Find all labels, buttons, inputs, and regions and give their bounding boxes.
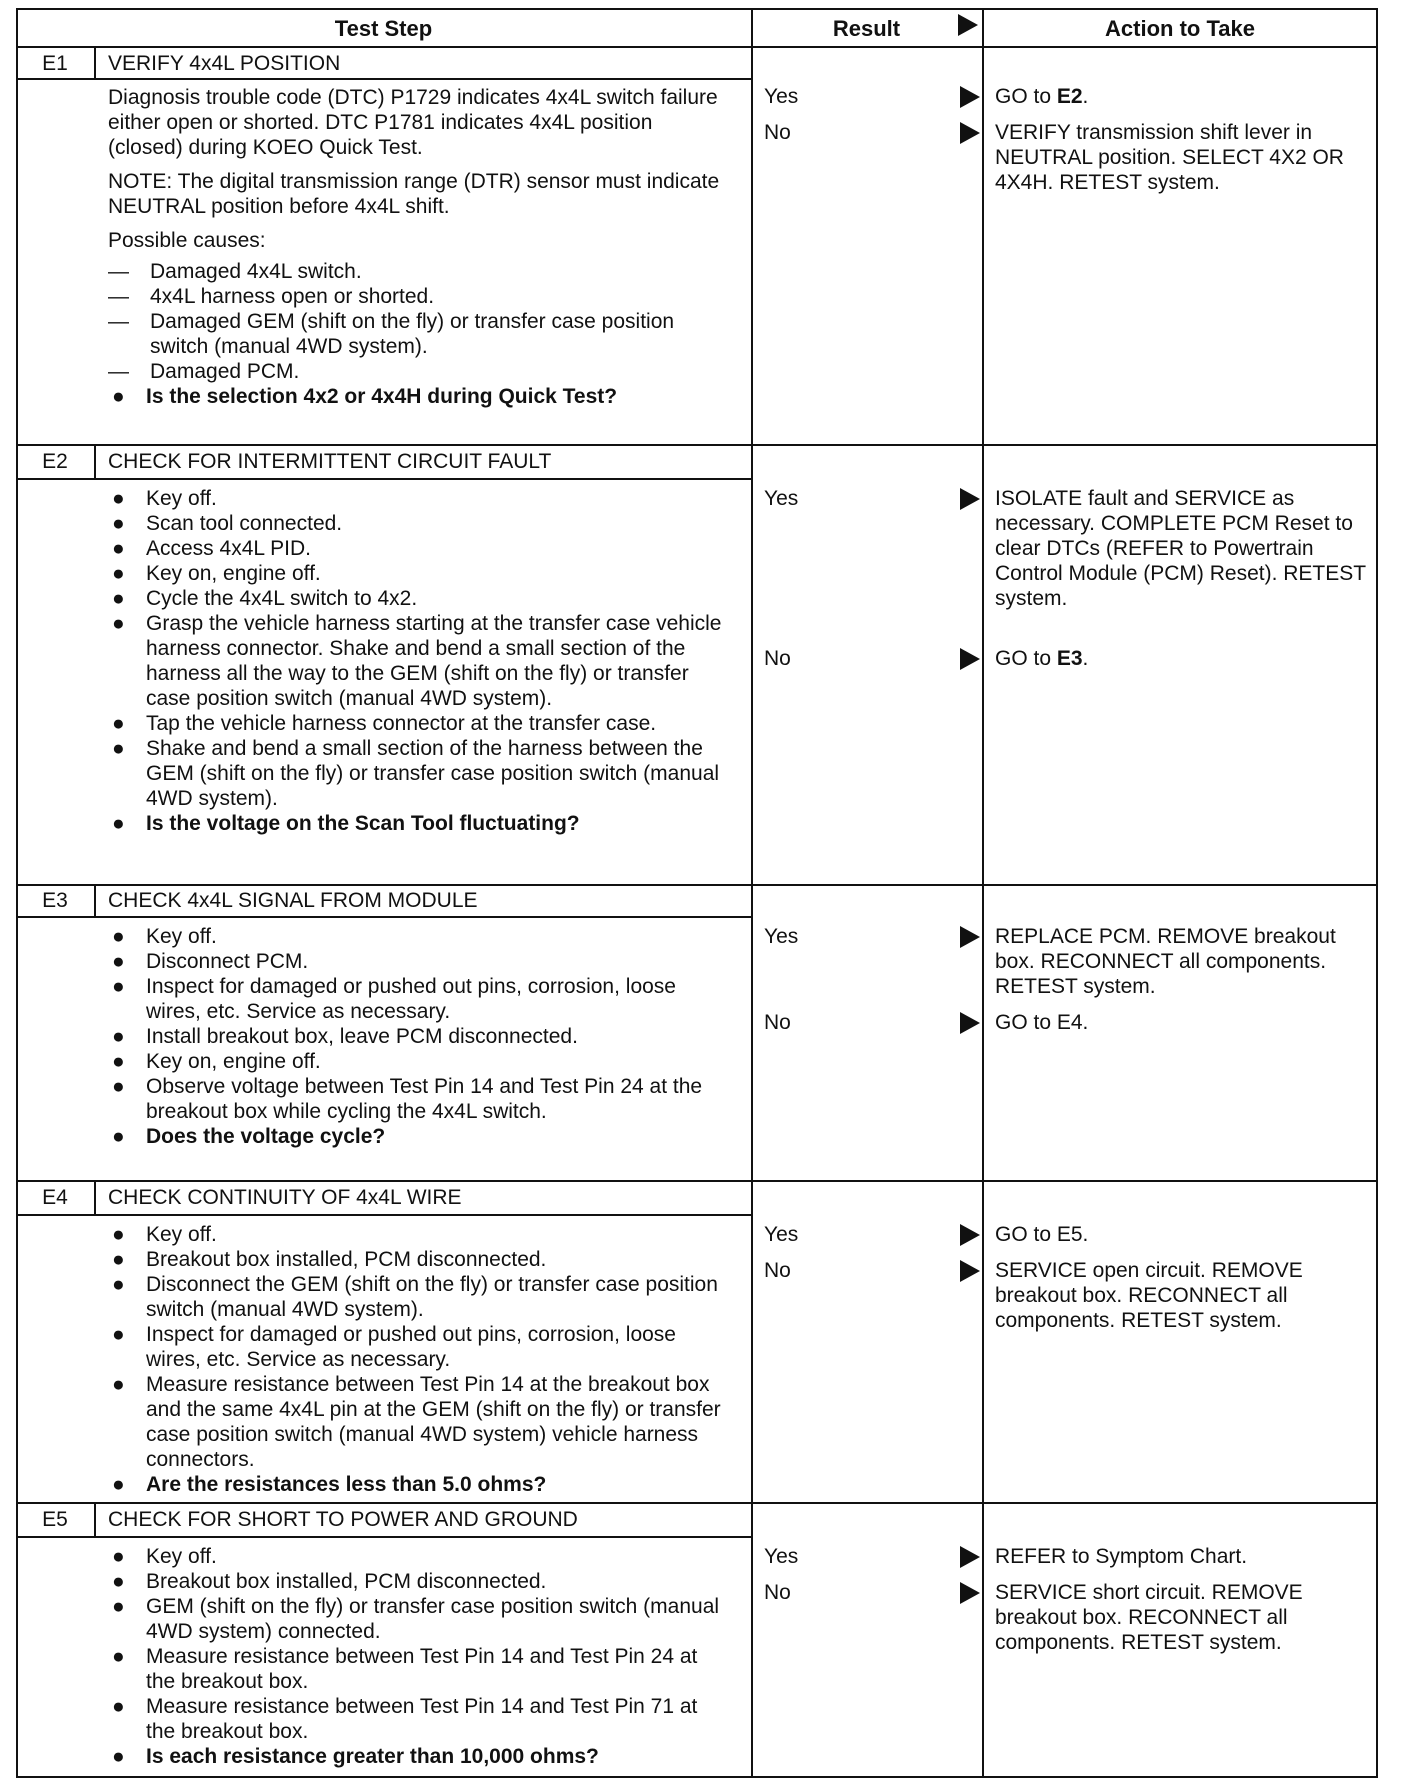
header-result: Result bbox=[832, 15, 901, 41]
result-no: No bbox=[764, 1580, 984, 1605]
question-item: ● Does the voltage cycle? bbox=[108, 1124, 728, 1149]
note: NOTE: The digital transmission range (DTR) sensor must indicate NEUTRAL position before 4x4L shift. bbox=[108, 170, 720, 218]
action-yes: REFER to Symptom Chart. bbox=[995, 1545, 1248, 1568]
bullet-icon: ● bbox=[112, 1248, 125, 1271]
result-no: No bbox=[764, 1010, 984, 1035]
bullet-item: ● Shake and bend a small section of the harness between the GEM (shift on the fly) or transfer case position switch (manual 4WD system). bbox=[108, 736, 728, 811]
header-action: Action to Take bbox=[1105, 15, 1255, 41]
bullet-icon: ● bbox=[112, 1323, 125, 1346]
result-yes: Yes bbox=[764, 1544, 984, 1569]
bullet-item: ● Scan tool connected. bbox=[108, 511, 728, 536]
title-rule bbox=[16, 78, 751, 80]
result-yes: Yes bbox=[764, 84, 984, 109]
cause-item: — Damaged GEM (shift on the fly) or transfer case position switch (manual 4WD system). bbox=[108, 310, 675, 358]
result-arrow-icon bbox=[960, 1260, 980, 1282]
title-rule bbox=[16, 1214, 751, 1216]
step-body bbox=[108, 486, 728, 836]
bullet-icon: ● bbox=[112, 1075, 125, 1098]
action-yes: REPLACE PCM. REMOVE breakout box. RECONNECT all components. RETEST system. bbox=[995, 925, 1336, 998]
title-rule bbox=[16, 916, 751, 918]
bullet-item: ● Key on, engine off. bbox=[108, 561, 728, 586]
bullet-icon: ● bbox=[112, 1373, 125, 1396]
step-id: E5 bbox=[42, 1508, 68, 1531]
bullet-item: ● Inspect for damaged or pushed out pins, corrosion, loose wires, etc. Service as necessary. bbox=[108, 1322, 728, 1372]
bullet-icon: ● bbox=[112, 1050, 125, 1073]
bullet-icon: ● bbox=[112, 385, 125, 408]
step-id: E3 bbox=[42, 889, 68, 912]
bullet-item: ● Disconnect the GEM (shift on the fly) or transfer case position switch (manual 4WD system). bbox=[108, 1272, 728, 1322]
action-no: GO to E4. bbox=[995, 1011, 1089, 1034]
bullet-icon: ● bbox=[112, 1223, 125, 1246]
bullet-item: ● GEM (shift on the fly) or transfer case position switch (manual 4WD system) connected. bbox=[108, 1594, 728, 1644]
action-no: SERVICE short circuit. REMOVE breakout box. RECONNECT all components. RETEST system. bbox=[995, 1581, 1303, 1654]
action-no: VERIFY transmission shift lever in NEUTRAL position. SELECT 4X2 OR 4X4H. RETEST system. bbox=[995, 121, 1344, 194]
step-title: CHECK 4x4L SIGNAL FROM MODULE bbox=[108, 889, 478, 912]
bullet-item: ● Grasp the vehicle harness starting at the transfer case vehicle harness connector. Shake and bend a small section of the harness all the way to the GEM (shift on the fly) or transfer case position switch (manual 4WD system). bbox=[108, 611, 728, 711]
dash-icon: — bbox=[108, 360, 129, 383]
bullet-icon: ● bbox=[112, 512, 125, 535]
table-bottom-border bbox=[16, 1776, 1378, 1778]
action-no: GO to E3. bbox=[995, 647, 1089, 670]
step-id: E1 bbox=[42, 52, 68, 75]
bullet-item: ● Key off. bbox=[108, 1544, 728, 1569]
result-arrow-icon bbox=[960, 488, 980, 510]
bullet-icon: ● bbox=[112, 712, 125, 735]
bullet-item: ● Measure resistance between Test Pin 14 and Test Pin 24 at the breakout box. bbox=[108, 1644, 728, 1694]
bullet-icon: ● bbox=[112, 1273, 125, 1296]
result-arrow-icon bbox=[960, 1546, 980, 1568]
bullet-item: ● Measure resistance between Test Pin 14 and Test Pin 71 at the breakout box. bbox=[108, 1694, 728, 1744]
result-yes: Yes bbox=[764, 1222, 984, 1247]
bullet-item: ● Cycle the 4x4L switch to 4x2. bbox=[108, 586, 728, 611]
step-id: E4 bbox=[42, 1186, 68, 1209]
bullet-item: ● Key on, engine off. bbox=[108, 1049, 728, 1074]
question-item: ● Are the resistances less than 5.0 ohms? bbox=[108, 1472, 728, 1497]
result-arrow-icon bbox=[960, 648, 980, 670]
bullet-item: ● Install breakout box, leave PCM disconnected. bbox=[108, 1024, 728, 1049]
dash-icon: — bbox=[108, 260, 129, 283]
action-yes: ISOLATE fault and SERVICE as necessary. COMPLETE PCM Reset to clear DTCs (REFER to Powertrain Control Module (PCM) Reset). RETEST system. bbox=[995, 487, 1366, 610]
result-no: No bbox=[764, 120, 984, 145]
cause-item: — 4x4L harness open or shorted. bbox=[108, 285, 435, 308]
bullet-icon: ● bbox=[112, 1645, 125, 1668]
step-body bbox=[108, 1544, 728, 1769]
step-title: CHECK CONTINUITY OF 4x4L WIRE bbox=[108, 1186, 462, 1209]
title-rule bbox=[16, 1536, 751, 1538]
action-yes: GO to E2. bbox=[995, 85, 1089, 108]
bullet-icon: ● bbox=[112, 612, 125, 635]
action-no: SERVICE open circuit. REMOVE breakout box. RECONNECT all components. RETEST system. bbox=[995, 1259, 1303, 1332]
bullet-icon: ● bbox=[112, 1695, 125, 1718]
id-separator bbox=[94, 1180, 96, 1214]
id-separator bbox=[94, 1502, 96, 1536]
question-item: ● Is the selection 4x2 or 4x4H during Quick Test? bbox=[108, 384, 728, 409]
id-separator bbox=[94, 444, 96, 478]
bullet-icon: ● bbox=[112, 537, 125, 560]
bullet-item: ● Key off. bbox=[108, 486, 728, 511]
bullet-icon: ● bbox=[112, 737, 125, 760]
cause-item: — Damaged 4x4L switch. bbox=[108, 260, 362, 283]
bullet-item: ● Breakout box installed, PCM disconnected. bbox=[108, 1569, 728, 1594]
id-separator bbox=[94, 884, 96, 916]
action-yes: GO to E5. bbox=[995, 1223, 1089, 1246]
bullet-icon: ● bbox=[112, 812, 125, 835]
bullet-icon: ● bbox=[112, 1125, 125, 1148]
result-yes: Yes bbox=[764, 924, 984, 949]
header-test-step: Test Step bbox=[334, 15, 433, 41]
result-arrow-icon bbox=[960, 86, 980, 108]
result-arrow-icon bbox=[960, 926, 980, 948]
bullet-icon: ● bbox=[112, 562, 125, 585]
bullet-icon: ● bbox=[112, 487, 125, 510]
question-item: ● Is the voltage on the Scan Tool fluctuating? bbox=[108, 811, 728, 836]
description: Diagnosis trouble code (DTC) P1729 indicates 4x4L switch failure either open or shorted. DTC P1781 indicates 4x4L position (closed) during KOEO Quick Test. bbox=[108, 86, 718, 159]
bullet-icon: ● bbox=[112, 587, 125, 610]
result-no: No bbox=[764, 646, 984, 671]
result-arrow-icon bbox=[960, 1582, 980, 1604]
bullet-item: ● Measure resistance between Test Pin 14 at the breakout box and the same 4x4L pin at the GEM (shift on the fly) or transfer case position switch (manual 4WD system) vehicle harness connectors. bbox=[108, 1372, 728, 1472]
step-title: CHECK FOR SHORT TO POWER AND GROUND bbox=[108, 1508, 578, 1531]
title-rule bbox=[16, 478, 751, 480]
cause-item: — Damaged PCM. bbox=[108, 360, 300, 383]
step-title: CHECK FOR INTERMITTENT CIRCUIT FAULT bbox=[108, 450, 552, 473]
bullet-icon: ● bbox=[112, 1473, 125, 1496]
bullet-item: ● Tap the vehicle harness connector at the transfer case. bbox=[108, 711, 728, 736]
result-no: No bbox=[764, 1258, 984, 1283]
bullet-item: ● Breakout box installed, PCM disconnected. bbox=[108, 1247, 728, 1272]
step-e4 bbox=[0, 1180, 1408, 1502]
step-body bbox=[108, 1222, 728, 1497]
bullet-icon: ● bbox=[112, 1745, 125, 1768]
step-e1 bbox=[0, 46, 1408, 444]
question-item: ● Is each resistance greater than 10,000 ohms? bbox=[108, 1744, 728, 1769]
header-arrow-icon bbox=[958, 14, 978, 36]
result-arrow-icon bbox=[960, 122, 980, 144]
bullet-item: ● Disconnect PCM. bbox=[108, 949, 728, 974]
dash-icon: — bbox=[108, 285, 129, 308]
step-body bbox=[108, 85, 728, 409]
step-e3 bbox=[0, 884, 1408, 1180]
result-arrow-icon bbox=[960, 1224, 980, 1246]
bullet-icon: ● bbox=[112, 925, 125, 948]
step-title: VERIFY 4x4L POSITION bbox=[108, 52, 341, 75]
step-e2 bbox=[0, 444, 1408, 884]
bullet-item: ● Inspect for damaged or pushed out pins, corrosion, loose wires, etc. Service as necessary. bbox=[108, 974, 728, 1024]
bullet-icon: ● bbox=[112, 1595, 125, 1618]
bullet-icon: ● bbox=[112, 1545, 125, 1568]
dash-icon: — bbox=[108, 310, 129, 333]
bullet-item: ● Key off. bbox=[108, 1222, 728, 1247]
result-arrow-icon bbox=[960, 1012, 980, 1034]
bullet-icon: ● bbox=[112, 1570, 125, 1593]
bullet-item: ● Observe voltage between Test Pin 14 and Test Pin 24 at the breakout box while cycling the 4x4L switch. bbox=[108, 1074, 728, 1124]
bullet-icon: ● bbox=[112, 950, 125, 973]
bullet-item: ● Key off. bbox=[108, 924, 728, 949]
step-body bbox=[108, 924, 728, 1149]
bullet-item: ● Access 4x4L PID. bbox=[108, 536, 728, 561]
step-id: E2 bbox=[42, 450, 68, 473]
bullet-icon: ● bbox=[112, 1025, 125, 1048]
id-separator bbox=[94, 46, 96, 78]
possible-causes-label: Possible causes: bbox=[108, 229, 266, 252]
step-e5 bbox=[0, 1502, 1408, 1776]
bullet-icon: ● bbox=[112, 975, 125, 998]
result-yes: Yes bbox=[764, 486, 984, 511]
